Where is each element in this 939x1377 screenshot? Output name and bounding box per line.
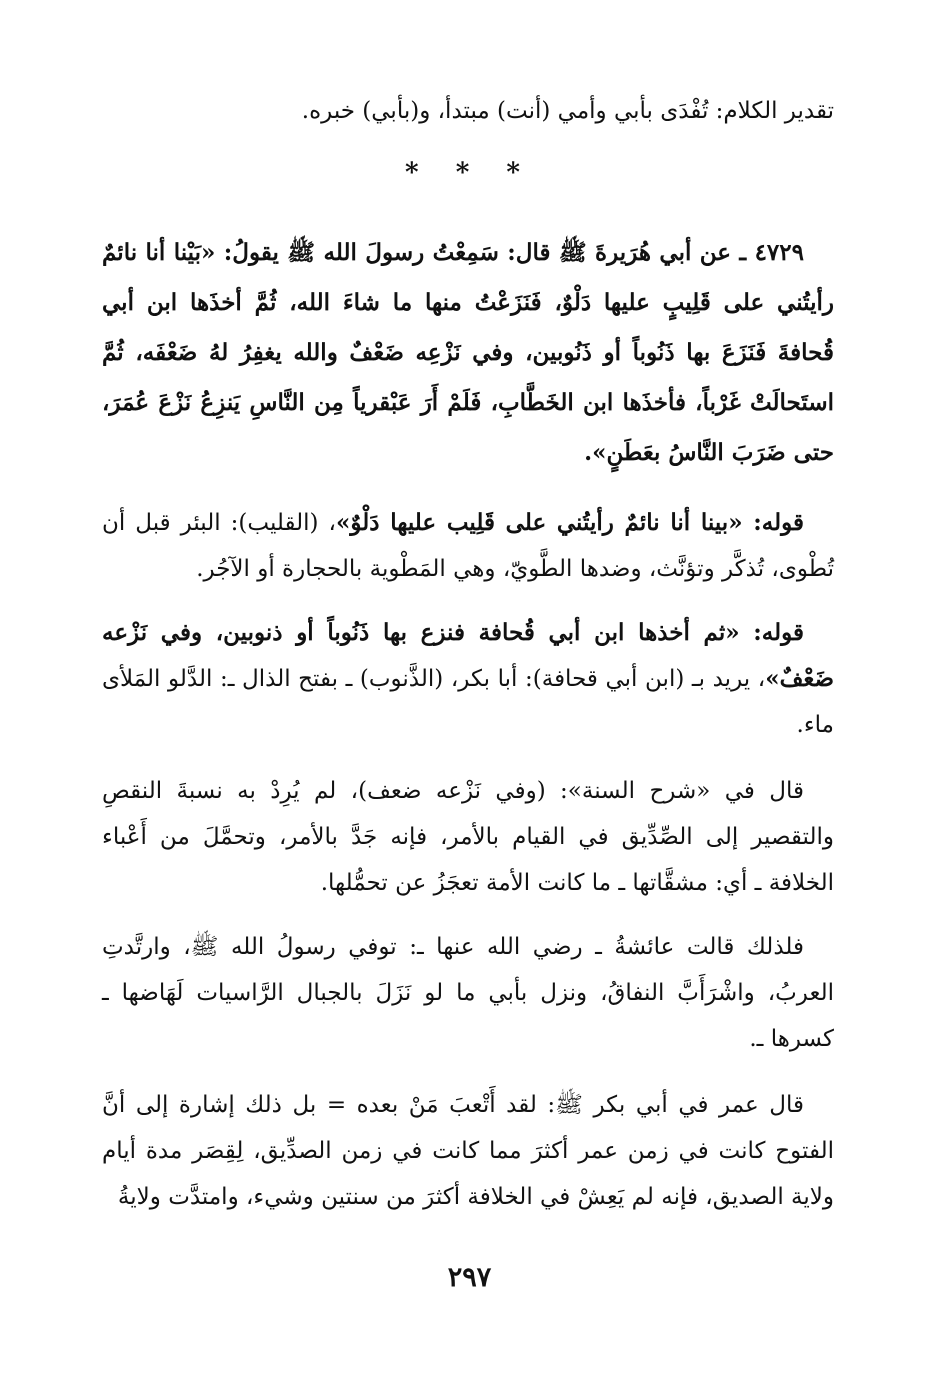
commentary-paragraph-5 [102, 1082, 834, 1220]
commentary-lead-2: قوله: «ثم أخذها ابن أبي قُحافة فنزع بها ذَنُوباً أو ذنوبين، وفي نَزْعه ضَعْفٌ» [102, 619, 834, 692]
commentary-body-1: ، (القليب): البئر قبل أن تُطْوى، تُذكَّر وتؤنَّث، وضدها الطَّويّ، وهي المَطْوية بالحجارة أو الآجُر. [102, 510, 834, 582]
commentary-body-2: ، يريد بـ (ابن أبي قحافة): أبا بكر، (الذَّنوب) ـ بفتح الذال ـ: الدَّلو المَلأى ماء. [102, 666, 834, 738]
page-number: ٢٩٧ [447, 1262, 492, 1293]
commentary-paragraph-2 [102, 610, 834, 748]
hadith-text: ٤٧٢٩ ـ عن أبي هُرَيرةَ ﷺ قال: سَمِعْتُ رسولَ الله ﷺ يقولُ: «بَيْنا أنا نائمٌ رأيتُني على قَلِيبٍ عليها دَلْوٌ، فَنَزَعْتُ منها ما شاءَ الله، ثُمَّ أخذَها ابن أبي قُحافةَ فَنَزَعَ بها ذَنُوباً أو ذَنُوبين، وفي نَزْعِه ضَعْفٌ والله يغفِرُ لهُ ضَعْفَه، ثُمَّ استَحالَتْ غَرْباً، فأخذَها ابن الخَطَّابِ، فَلَمْ أَرَ عَبْقرياً مِن النَّاسِ يَنزِعُ نَزْعَ عُمَرَ، حتى ضَرَبَ النَّاسُ بعَطَنٍ». [102, 239, 834, 466]
section-separator: * * * [405, 158, 534, 188]
commentary-body-3: قال في «شرح السنة»: (وفي نَزْعه ضعف)، لم يُرِدْ به نسبةَ النقصِ والتقصير إلى الصِّدِّيق في القيام بالأمر، فإنه جَدَّ بالأمر، وتحمَّلَ من أَعْباء الخلافة ـ أي: مشقَّاتها ـ ما كانت الأمة تعجَزُ عن تحمُّلها. [102, 778, 834, 896]
intro-line: تقدير الكلام: تُفْدَى بأبي وأمي (أنت) مبتدأ، و(بأبي) خبره. [301, 98, 834, 124]
commentary-body-5: قال عمر في أبي بكر ﷺ: لقد أَتْعبَ مَنْ بعده = بل ذلك إشارة إلى أنَّ الفتوح كانت في زمن عمر أكثرَ مما كانت في زمن الصدِّيق، لِقِصَر مدة أيام ولاية الصديق، فإنه لم يَعِشْ في الخلافة أكثرَ من سنتين وشيء، وامتدَّت ولايةُ [102, 1092, 834, 1210]
commentary-paragraph-1 [102, 500, 834, 592]
commentary-paragraph-4 [102, 924, 834, 1062]
commentary-body-4: فلذلك قالت عائشةُ ـ رضي الله عنها ـ: توفي رسولُ الله ﷺ، وارتَّدتِ العربُ، واشْرَأَبَّ النفاقُ، ونزل بأبي ما لو نَزَلَ بالجبال الرَّاسيات لَهَاضها ـ كسرها ـ. [102, 934, 834, 1052]
commentary-lead-1: قوله: «بينا أنا نائمٌ رأيتُني على قَلِيب عليها دَلْوٌ» [335, 509, 804, 536]
commentary-paragraph-3 [102, 768, 834, 906]
